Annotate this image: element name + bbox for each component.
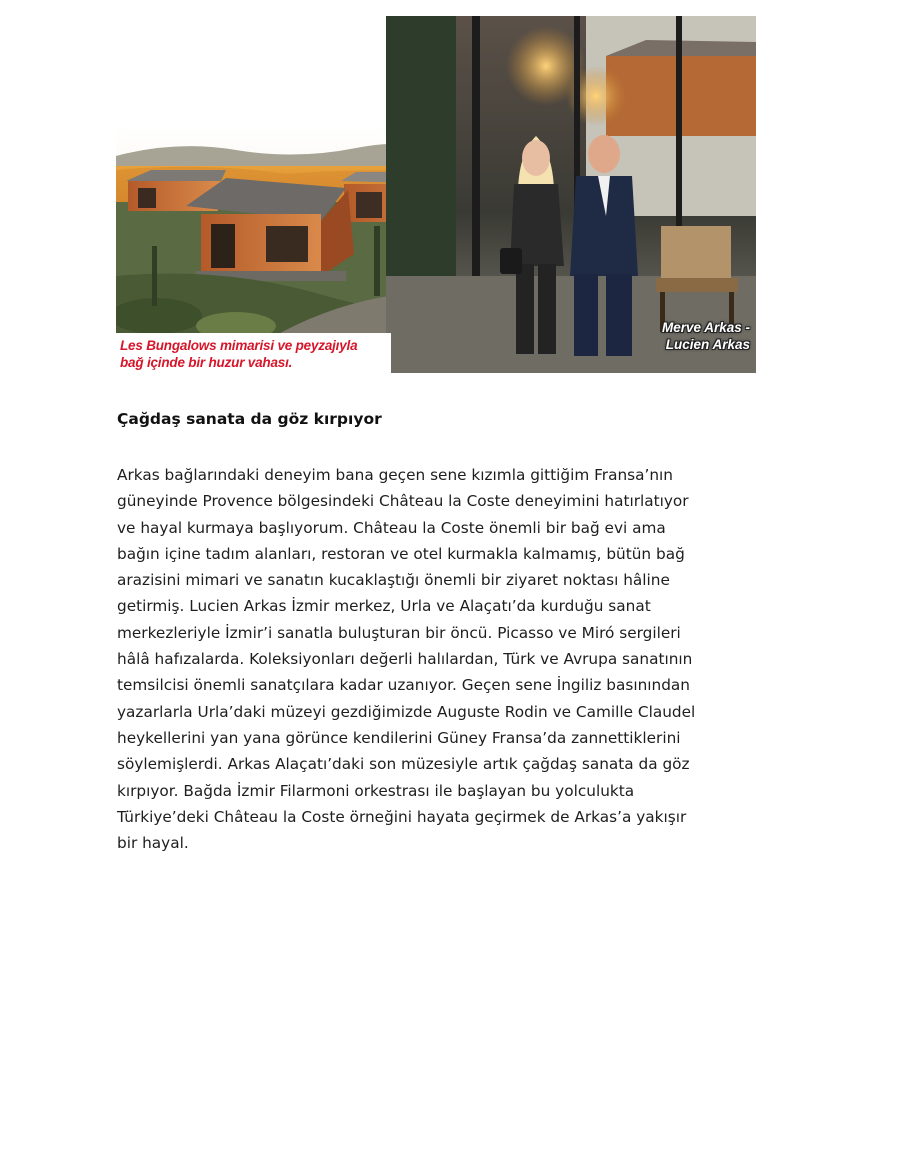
body-line: arazisini mimari ve sanatın kucaklaştığı önemli bir ziyaret noktası hâline	[117, 571, 670, 590]
body-line: merkezleriyle İzmir’i sanatla buluşturan bir öncü. Picasso ve Miró sergileri	[117, 623, 681, 642]
portrait-caption-line-1: Merve Arkas -	[661, 320, 750, 335]
bungalows-caption-line-2: bağ içinde bir huzur vahası.	[120, 355, 293, 370]
portrait-caption-line-2: Lucien Arkas	[665, 337, 750, 352]
main-bungalow	[186, 178, 354, 281]
body-line: Türkiye’deki Château la Coste örneğini hayata geçirmek de Arkas’a yakışır	[117, 807, 687, 826]
body-line: ve hayal kurmaya başlıyorum. Château la Coste önemli bir bağ evi ama	[117, 518, 666, 537]
bungalows-caption	[116, 333, 391, 373]
body-line: getirmiş. Lucien Arkas İzmir merkez, Urla ve Alaçatı’da kurduğu sanat	[117, 597, 651, 616]
body-line: yazarlarla Urla’daki müzeyi gezdiğimizde Auguste Rodin ve Camille Claudel	[117, 702, 696, 721]
body-line: hâlâ hafızalarda. Koleksiyonları değerli halılardan, Türk ve Avrupa sanatının	[117, 650, 693, 669]
bungalows-caption-line-1: Les Bungalows mimarisi ve peyzajıyla	[120, 338, 358, 353]
body-line: söylemişlerdi. Arkas Alaçatı’daki son müzesiyle artık çağdaş sanata da göz	[117, 755, 690, 774]
photo-collage	[116, 16, 756, 373]
section-heading: Çağdaş sanata da göz kırpıyor	[117, 410, 382, 428]
body-line: heykellerini yan yana görünce kendilerini Güney Fransa’da zannettiklerini	[117, 728, 681, 747]
body-line: bir hayal.	[117, 834, 189, 853]
article-body	[117, 462, 757, 856]
body-line: bağın içine tadım alanları, restoran ve otel kurmakla kalmamış, bütün bağ	[117, 544, 685, 563]
body-line: kırpıyor. Bağda İzmir Filarmoni orkestrası ile başlayan bu yolculukta	[117, 781, 635, 800]
body-line: temsilcisi önemli sanatçılara kadar uzanıyor. Geçen sene İngiliz basınından	[117, 676, 691, 695]
body-line: güneyinde Provence bölgesindeki Château la Coste deneyimini hatırlatıyor	[117, 492, 689, 511]
portrait-photo	[386, 16, 756, 373]
portrait-caption	[662, 319, 750, 353]
body-line: Arkas bağlarındaki deneyim bana geçen sene kızımla gittiğim Fransa’nın	[117, 466, 674, 484]
